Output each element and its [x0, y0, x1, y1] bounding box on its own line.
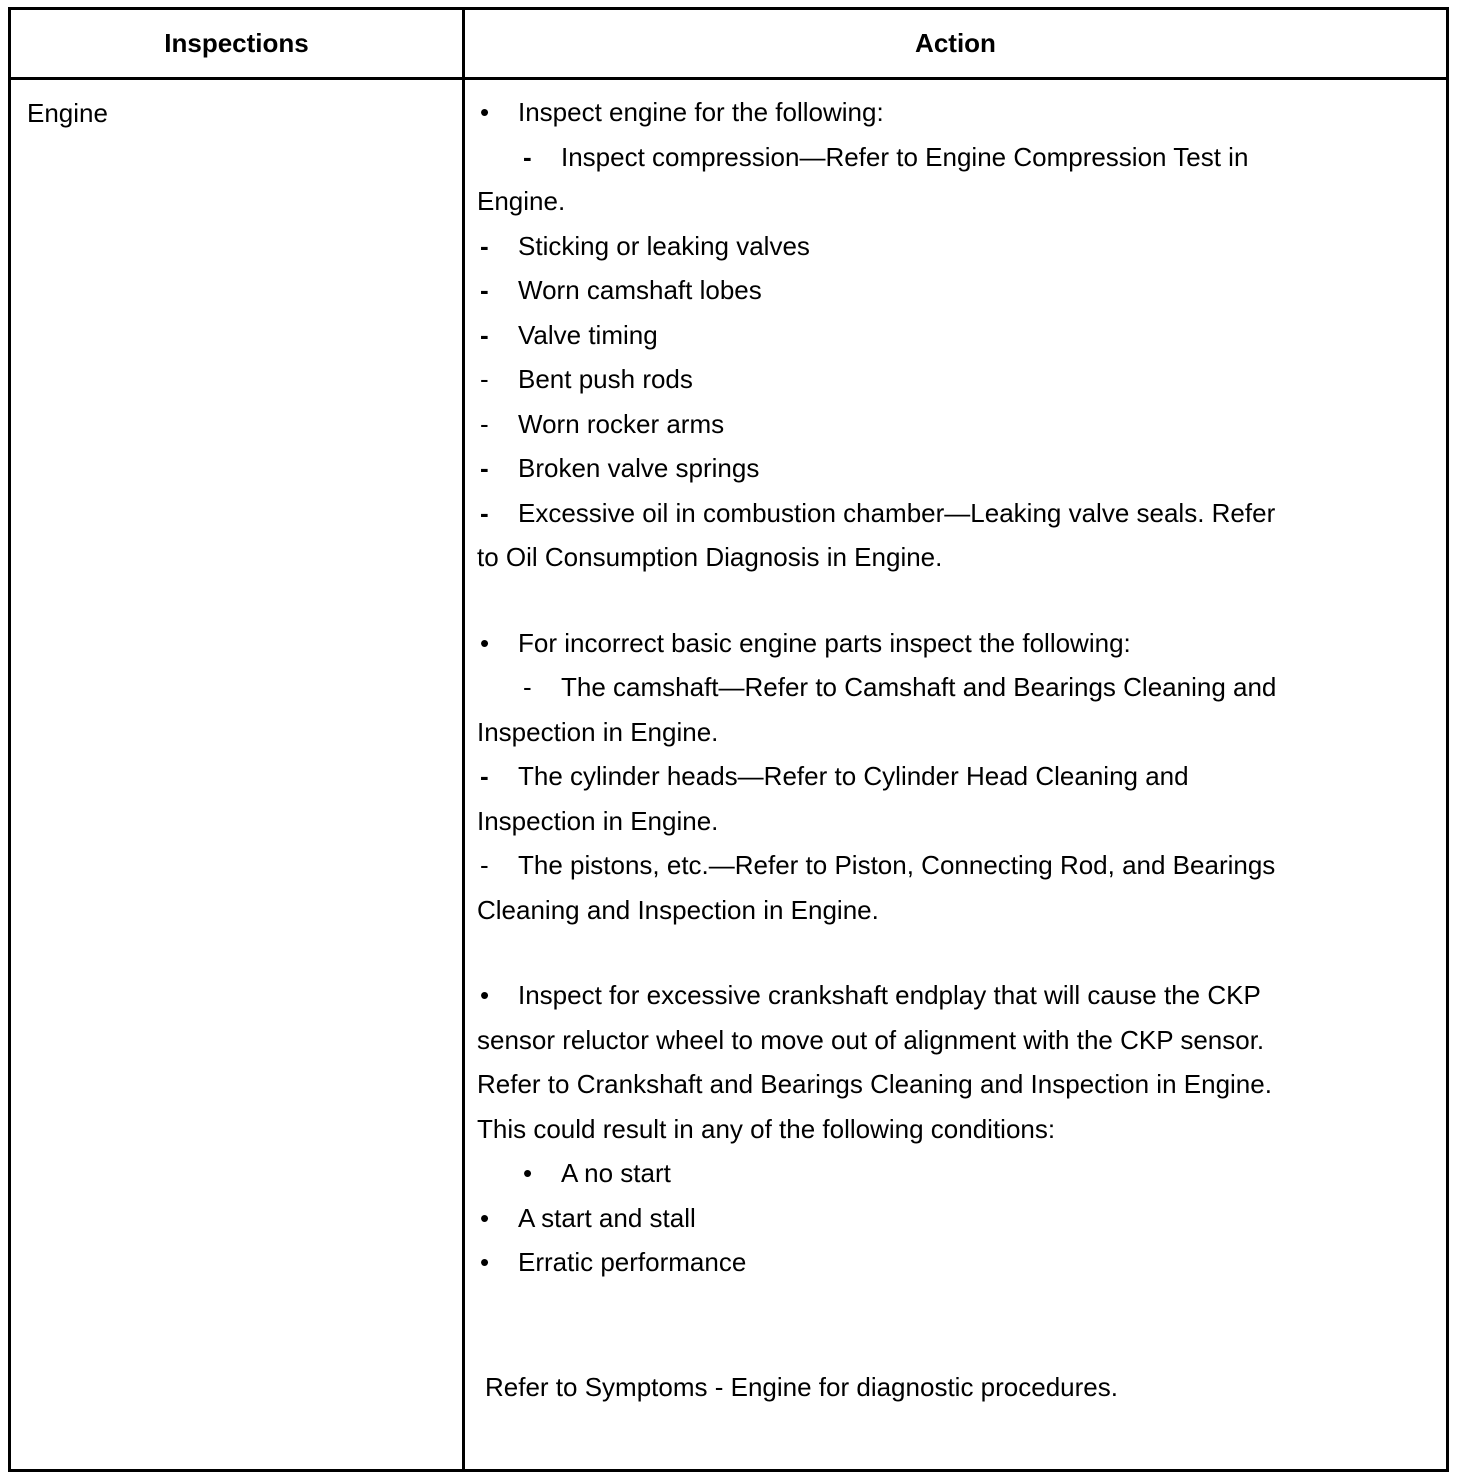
final-note: Refer to Symptoms - Engine for diagnostic procedures. [485, 1371, 1118, 1402]
list-item [477, 357, 1357, 402]
list-item [477, 224, 1357, 269]
dash-marker: - [480, 453, 489, 483]
group2-title: For incorrect basic engine parts inspect the following: [518, 627, 1131, 658]
action-cell [477, 90, 1357, 1409]
list-item [477, 1151, 1357, 1196]
list-item [477, 665, 1357, 710]
bullet-marker: • [480, 627, 490, 658]
dash-marker: - [480, 497, 489, 528]
dash-marker: - [480, 850, 489, 880]
list-item [477, 1196, 1357, 1241]
list-item [477, 268, 1357, 313]
dash-marker: - [480, 761, 489, 791]
dash-marker: - [480, 275, 489, 305]
condition-item: A no start [561, 1158, 671, 1188]
list-item-continuation: Inspection in Engine. [477, 805, 719, 836]
group2-item: The pistons, etc.—Refer to Piston, Connecting Rod, and Bearings [518, 850, 1276, 880]
list-item [477, 135, 1357, 180]
dash-marker: - [523, 141, 532, 172]
condition-item: Erratic performance [518, 1247, 747, 1277]
column-divider [462, 10, 465, 1469]
list-item [477, 446, 1357, 491]
bullet-marker: • [523, 1158, 533, 1188]
list-item-continuation: Engine. [477, 186, 566, 216]
group1-first-item: Inspect compression—Refer to Engine Compression Test in [561, 141, 1249, 172]
group1-item: Valve timing [518, 319, 658, 350]
group1-last-item: Excessive oil in combustion chamber—Leaking valve seals. Refer [518, 497, 1276, 528]
dash-marker: - [480, 364, 489, 394]
list-item [477, 90, 1357, 135]
group2-item: The camshaft—Refer to Camshaft and Bearings Cleaning and [561, 672, 1277, 702]
inspection-cell: Engine [27, 98, 108, 128]
bullet-marker: • [480, 97, 490, 127]
bullet-marker: • [480, 980, 490, 1010]
dash-marker: - [480, 230, 489, 261]
bullet-marker: • [480, 1247, 490, 1277]
paragraph-line: This could result in any of the following conditions: [477, 1113, 1056, 1144]
list-item [477, 313, 1357, 358]
dash-marker: - [480, 408, 489, 439]
group1-title: Inspect engine for the following: [518, 97, 884, 127]
group1-item: Worn rocker arms [518, 408, 725, 439]
bullet-marker: • [480, 1202, 490, 1233]
condition-item: A start and stall [518, 1202, 696, 1233]
list-item [477, 1240, 1357, 1285]
list-item [477, 491, 1357, 536]
header-divider [11, 77, 1446, 80]
group1-item: Sticking or leaking valves [518, 230, 810, 261]
group1-item: Worn camshaft lobes [518, 275, 762, 305]
list-item [477, 973, 1357, 1018]
list-item [477, 754, 1357, 799]
header-inspections: Inspections [164, 28, 309, 58]
inspection-table [8, 7, 1449, 1472]
paragraph-line: Refer to Crankshaft and Bearings Cleaning and Inspection in Engine. [477, 1069, 1272, 1099]
list-item-continuation: to Oil Consumption Diagnosis in Engine. [477, 542, 943, 572]
group1-item: Broken valve springs [518, 453, 760, 483]
header-action: Action [915, 28, 996, 58]
group3-line: Inspect for excessive crankshaft endplay that will cause the CKP [518, 980, 1261, 1010]
group2-item: The cylinder heads—Refer to Cylinder Head Cleaning and [518, 761, 1189, 791]
group1-item: Bent push rods [518, 364, 693, 394]
list-item [477, 621, 1357, 666]
list-item [477, 402, 1357, 447]
dash-marker: - [480, 319, 489, 350]
list-item-continuation: Inspection in Engine. [477, 716, 719, 747]
paragraph-line: sensor reluctor wheel to move out of alignment with the CKP sensor. [477, 1024, 1265, 1055]
dash-marker: - [523, 672, 532, 702]
list-item [477, 843, 1357, 888]
list-item-continuation: Cleaning and Inspection in Engine. [477, 894, 879, 925]
